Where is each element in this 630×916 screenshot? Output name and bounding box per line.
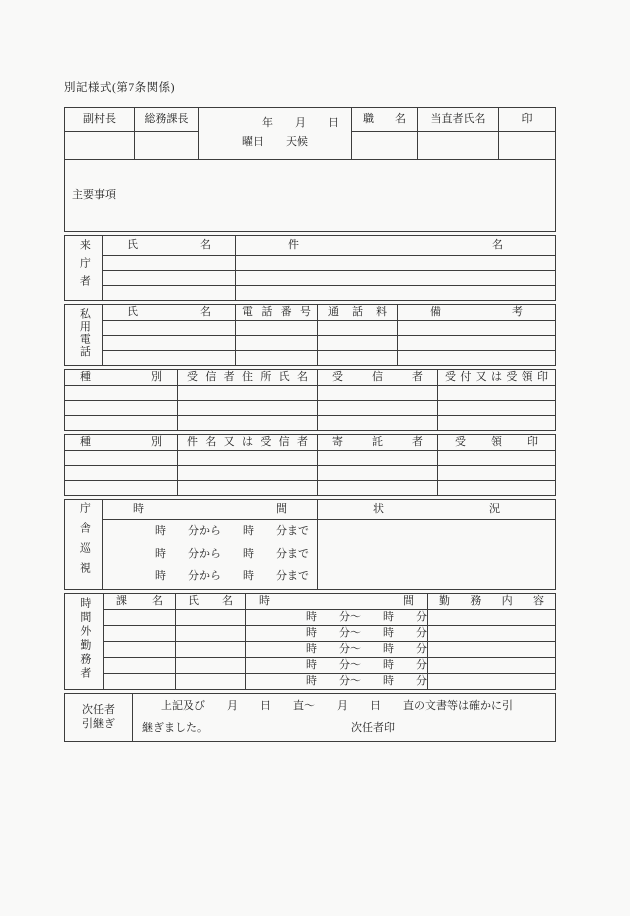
phone-side-label-cell — [65, 305, 103, 366]
handover-label-line1: 次任者 — [82, 703, 115, 716]
deposited-type-header: 種 別 — [65, 435, 178, 451]
approval-header-table — [64, 107, 556, 232]
overtime-duty-cell — [428, 610, 556, 626]
deposited-type-cell — [65, 481, 178, 496]
duty-log-form — [64, 107, 556, 742]
visitor-name-cell — [103, 271, 236, 286]
handover-seal-label: 次任者印 — [351, 721, 395, 734]
received-type-cell — [65, 416, 178, 431]
received-type-cell — [65, 401, 178, 416]
main-items-label: 主要事項 — [72, 188, 116, 201]
overtime-time-cell: 時 分～ 時 分 — [246, 610, 428, 626]
deputy-mayor-stamp-box — [65, 132, 135, 160]
deposited-subject-cell — [178, 451, 318, 466]
patrol-time-header: 時 間 — [103, 500, 318, 520]
date-lines — [199, 109, 351, 159]
deposited-receipt-cell — [438, 481, 556, 496]
deposited-depositor-cell — [318, 481, 438, 496]
overtime-duty-cell — [428, 642, 556, 658]
deposited-subject-cell — [178, 481, 318, 496]
visitor-name-cell — [103, 256, 236, 271]
patrol-side-label-cell — [65, 500, 103, 590]
patrol-status-header: 状 況 — [318, 500, 556, 520]
deposited-receipt-seal-header: 受 領 印 — [438, 435, 556, 451]
phone-remarks-cell — [398, 351, 556, 366]
patrol-table — [64, 499, 556, 590]
private-phone-table — [64, 304, 556, 366]
received-receipt-seal-header: 受付又は受領印 — [438, 370, 556, 386]
received-receipt-cell — [438, 416, 556, 431]
phone-number-cell — [236, 321, 318, 336]
received-items-table — [64, 369, 556, 431]
overtime-side-label: 時間外勤務者 — [78, 597, 91, 682]
visitors-side-label: 来庁者 — [78, 238, 91, 293]
received-addressee-cell — [178, 386, 318, 401]
duty-officer-header: 当直者氏名 — [418, 108, 499, 132]
overtime-section-cell — [104, 658, 176, 674]
visitors-name-header: 氏 名 — [103, 236, 236, 256]
patrol-time-line: 時 分から 時 分まで — [155, 547, 309, 560]
overtime-section-cell — [104, 642, 176, 658]
received-receiver-cell — [318, 401, 438, 416]
overtime-side-label-cell — [65, 594, 104, 690]
position-field — [352, 132, 418, 160]
seal-header: 印 — [499, 108, 556, 132]
deposited-subject-cell — [178, 466, 318, 481]
deposited-depositor-cell — [318, 451, 438, 466]
received-receiver-cell — [318, 416, 438, 431]
general-affairs-stamp-box — [135, 132, 199, 160]
date-line: 年 月 日 — [262, 117, 339, 130]
handover-label-cell — [65, 694, 133, 742]
overtime-name-cell — [176, 610, 246, 626]
overtime-name-cell — [176, 658, 246, 674]
deposited-items-table — [64, 434, 556, 496]
overtime-table — [64, 593, 556, 690]
patrol-time-line: 時 分から 時 分まで — [155, 524, 309, 537]
overtime-duty-cell — [428, 658, 556, 674]
received-receiver-cell — [318, 386, 438, 401]
phone-name-cell — [103, 351, 236, 366]
deposited-receipt-cell — [438, 451, 556, 466]
overtime-duty-cell — [428, 626, 556, 642]
weekday-weather-line: 曜日 天候 — [242, 136, 308, 148]
main-items-box — [65, 160, 556, 232]
handover-text — [133, 696, 555, 740]
seal-field — [499, 132, 556, 160]
overtime-name-header: 氏 名 — [176, 594, 246, 610]
duty-officer-name-field — [418, 132, 499, 160]
overtime-section-header: 課 名 — [104, 594, 176, 610]
deposited-subject-header: 件 名 又 は 受 信 者 — [178, 435, 318, 451]
overtime-section-cell — [104, 610, 176, 626]
date-cell — [199, 108, 352, 160]
phone-remarks-header: 備 考 — [398, 305, 556, 321]
patrol-time-lines — [103, 521, 317, 589]
overtime-time-cell: 時 分～ 時 分 — [246, 626, 428, 642]
form-title: 別記様式(第7条関係) — [64, 82, 175, 94]
phone-remarks-cell — [398, 336, 556, 351]
overtime-name-cell — [176, 642, 246, 658]
visitors-side-label-cell — [65, 236, 103, 301]
received-type-header: 種 別 — [65, 370, 178, 386]
received-addressee-cell — [178, 416, 318, 431]
overtime-duty-header: 勤 務 内 容 — [428, 594, 556, 610]
handover-text-line2-row — [133, 722, 555, 736]
overtime-time-header: 時 間 — [246, 594, 428, 610]
overtime-name-cell — [176, 674, 246, 690]
visitor-matter-cell — [236, 271, 556, 286]
position-header: 職 名 — [352, 108, 418, 132]
deputy-mayor-header: 副村長 — [65, 108, 135, 132]
handover-text-line2: 継ぎました。 — [142, 721, 208, 734]
received-addressee-cell — [178, 401, 318, 416]
phone-charge-cell — [318, 351, 398, 366]
handover-content-cell — [133, 694, 556, 742]
deposited-depositor-cell — [318, 466, 438, 481]
visitor-name-cell — [103, 286, 236, 301]
patrol-status-area — [318, 520, 556, 590]
phone-number-cell — [236, 351, 318, 366]
patrol-side-label: 庁舎巡視 — [78, 502, 91, 583]
phone-number-header: 電 話 番 号 — [236, 305, 318, 321]
general-affairs-manager-header: 総務課長 — [135, 108, 199, 132]
phone-name-header: 氏 名 — [103, 305, 236, 321]
phone-remarks-cell — [398, 321, 556, 336]
overtime-duty-cell — [428, 674, 556, 690]
visitors-matter-header: 件 名 — [236, 236, 556, 256]
deposited-type-cell — [65, 466, 178, 481]
phone-number-cell — [236, 336, 318, 351]
received-addressee-header: 受 信 者 住 所 氏 名 — [178, 370, 318, 386]
phone-charge-header: 通 話 料 — [318, 305, 398, 321]
deposited-receipt-cell — [438, 466, 556, 481]
patrol-times-cell — [103, 520, 318, 590]
deposited-depositor-header: 寄 託 者 — [318, 435, 438, 451]
handover-label-line2: 引継ぎ — [82, 717, 115, 730]
phone-charge-cell — [318, 321, 398, 336]
received-receiver-header: 受 信 者 — [318, 370, 438, 386]
overtime-section-cell — [104, 626, 176, 642]
overtime-section-cell — [104, 674, 176, 690]
received-receipt-cell — [438, 401, 556, 416]
received-type-cell — [65, 386, 178, 401]
handover-table — [64, 693, 556, 742]
overtime-time-cell: 時 分～ 時 分 — [246, 674, 428, 690]
phone-name-cell — [103, 336, 236, 351]
visitor-matter-cell — [236, 256, 556, 271]
phone-charge-cell — [318, 336, 398, 351]
deposited-type-cell — [65, 451, 178, 466]
overtime-time-cell: 時 分～ 時 分 — [246, 642, 428, 658]
overtime-name-cell — [176, 626, 246, 642]
overtime-time-cell: 時 分～ 時 分 — [246, 658, 428, 674]
visitor-matter-cell — [236, 286, 556, 301]
visitors-table — [64, 235, 556, 301]
received-receipt-cell — [438, 386, 556, 401]
phone-side-label: 私用電話 — [78, 307, 91, 358]
handover-text-line1: 上記及び 月 日 直～ 月 日 直の文書等は確かに引 — [161, 699, 513, 712]
patrol-time-line: 時 分から 時 分まで — [155, 570, 309, 583]
phone-name-cell — [103, 321, 236, 336]
